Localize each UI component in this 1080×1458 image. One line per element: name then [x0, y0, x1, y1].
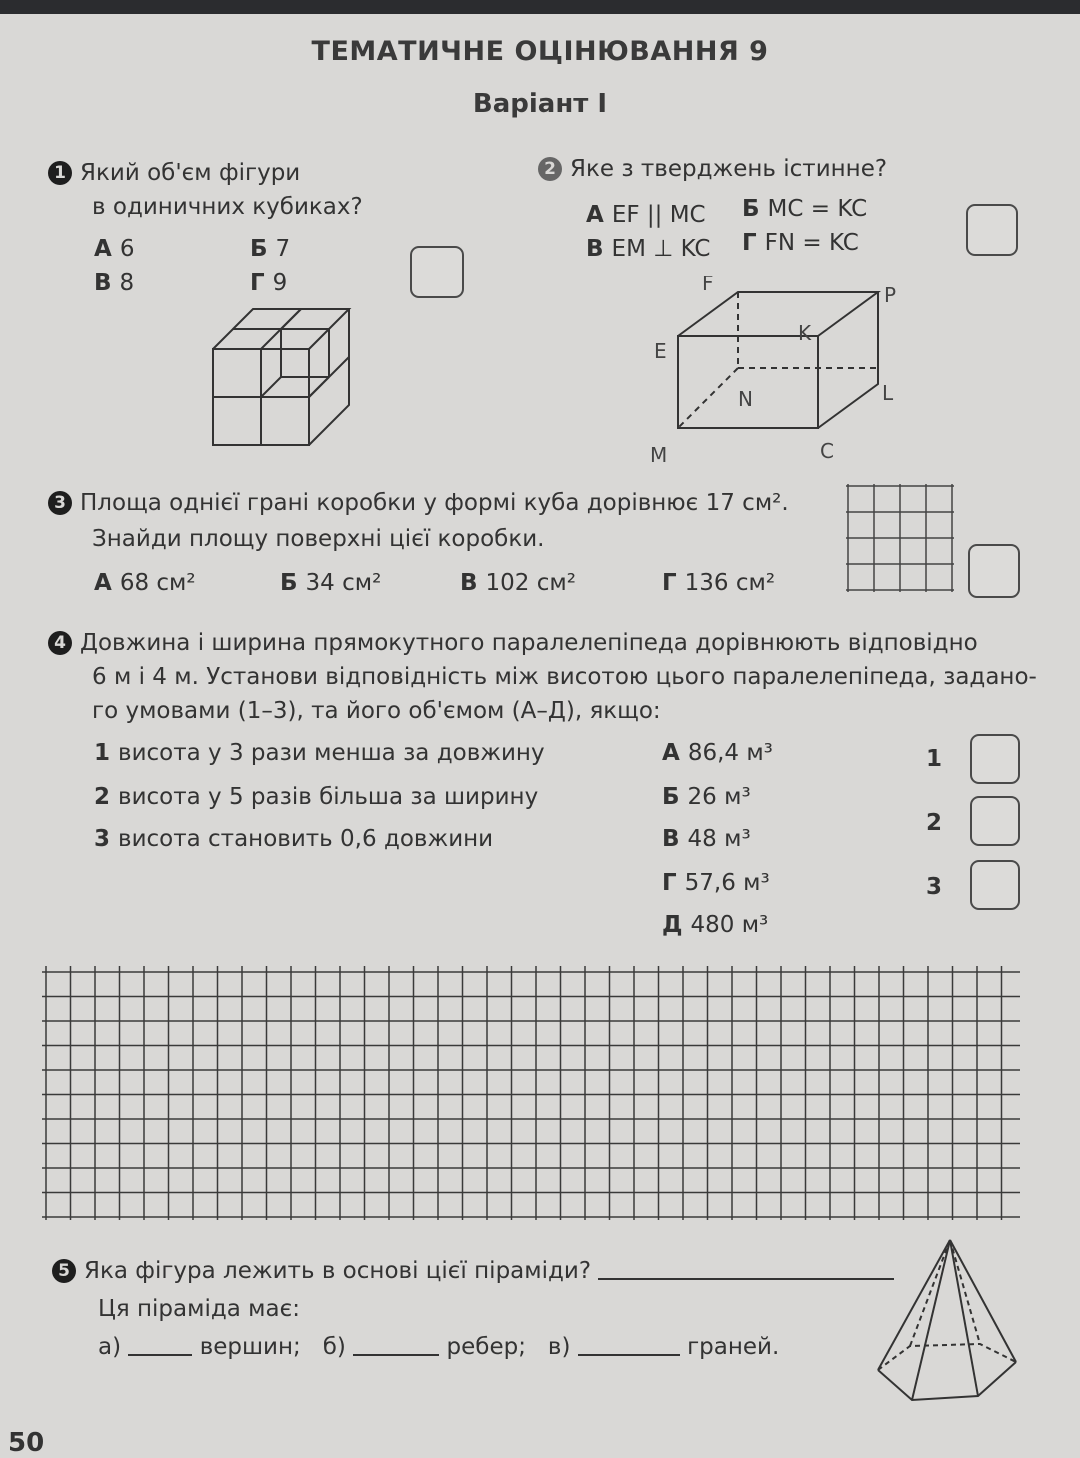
q3-line2: Знайди площу поверхні цієї коробки.: [92, 526, 545, 552]
q5-text: Яка фігура лежить в основі цієї піраміди?: [84, 1258, 592, 1284]
q1-answer-box[interactable]: [410, 246, 464, 298]
q3-option-a: А 68 см²: [94, 570, 196, 596]
q5-number: 5: [52, 1259, 76, 1283]
q4-answer-box-3[interactable]: [970, 860, 1020, 910]
q1-line2: в одиничних кубиках?: [92, 194, 363, 220]
q5-c-word: граней.: [687, 1334, 780, 1360]
variant-label: Варіант I: [472, 89, 608, 119]
q5-line3: [98, 1334, 779, 1360]
q5-a-word: вершин;: [199, 1334, 301, 1360]
q4-answer-c: В 48 м³: [662, 826, 751, 852]
q1-text: Який об'єм фігури: [80, 160, 301, 186]
vertex-c: C: [820, 439, 834, 463]
vertex-l: L: [882, 381, 894, 405]
q5-b-label: б): [322, 1334, 346, 1360]
q2-line: [538, 156, 887, 182]
q2-text: Яке з тверджень істинне?: [570, 156, 888, 182]
q3-answer-box[interactable]: [968, 544, 1020, 598]
q4-condition-1: 1 висота у 3 рази менша за довжину: [94, 740, 545, 766]
q2-option-b: Б MC = KC: [742, 196, 868, 222]
q4-line3: го умовами (1–3), та його об'ємом (А–Д), якщо:: [92, 698, 661, 724]
q3-line1: [48, 490, 789, 516]
q2-parallelepiped-figure: [640, 276, 920, 466]
vertex-n: N: [738, 387, 753, 411]
q5-a-label: а): [98, 1334, 122, 1360]
q4-slot-label-1: 1: [926, 746, 943, 772]
q1-option-d: Г 9: [250, 270, 288, 296]
q4-condition-3: 3 висота становить 0,6 довжини: [94, 826, 494, 852]
q5-vertices-blank[interactable]: [128, 1354, 192, 1356]
q4-answer-e: Д 480 м³: [662, 912, 769, 938]
vertex-e: E: [654, 339, 667, 363]
q4-number: 4: [48, 631, 72, 655]
q4-answer-a: А 86,4 м³: [662, 740, 773, 766]
q2-option-d: Г FN = KC: [742, 230, 859, 256]
q3-text: Площа однієї грані коробки у формі куба дорівнює 17 см².: [80, 490, 789, 516]
q4-answer-b: Б 26 м³: [662, 784, 751, 810]
q2-answer-box[interactable]: [966, 204, 1018, 256]
q4-answer-d: Г 57,6 м³: [662, 870, 770, 896]
q5-pyramid-figure: [872, 1234, 1032, 1404]
q1-option-a: А 6: [94, 236, 135, 262]
q4-line1: [48, 630, 978, 656]
q3-option-b: Б 34 см²: [280, 570, 382, 596]
q5-line2: Ця піраміда має:: [98, 1296, 300, 1322]
q4-condition-2: 2 висота у 5 разів більша за ширину: [94, 784, 539, 810]
q1-number: 1: [48, 161, 72, 185]
q4-answer-box-1[interactable]: [970, 734, 1020, 784]
q2-option-a: А EF || MC: [586, 202, 706, 228]
q4-slot-label-3: 3: [926, 874, 943, 900]
q5-b-word: ребер;: [446, 1334, 526, 1360]
scratch-grid[interactable]: [40, 964, 1030, 1226]
q3-number: 3: [48, 491, 72, 515]
q5-faces-blank[interactable]: [578, 1354, 680, 1356]
vertex-m: M: [650, 443, 668, 466]
q5-edges-blank[interactable]: [353, 1354, 439, 1356]
q3-option-c: В 102 см²: [460, 570, 576, 596]
q2-number: 2: [538, 157, 562, 181]
q1-line1: [48, 160, 300, 186]
vertex-f: F: [702, 276, 714, 295]
q2-option-c: В EM ⊥ KC: [586, 236, 711, 262]
q5-line1: [52, 1258, 894, 1284]
q3-option-d: Г 136 см²: [662, 570, 776, 596]
q4-text: Довжина і ширина прямокутного паралелепіпеда дорівнюють відповідно: [80, 630, 978, 656]
q5-answer-blank[interactable]: [598, 1278, 894, 1280]
vertex-p: P: [884, 283, 897, 307]
q5-c-label: в): [547, 1334, 571, 1360]
q1-option-c: В 8: [94, 270, 135, 296]
q4-slot-label-2: 2: [926, 810, 943, 836]
workbook-page: [0, 14, 1080, 1458]
page-title: ТЕМАТИЧНЕ ОЦІНЮВАННЯ 9: [311, 36, 769, 67]
q1-cubes-figure: [205, 299, 365, 454]
vertex-k: K: [798, 321, 812, 345]
q3-scratch-grid: [842, 480, 958, 596]
q4-line2: 6 м і 4 м. Установи відповідність між висотою цього паралелепіпеда, задано-: [92, 664, 1037, 690]
q1-option-b: Б 7: [250, 236, 291, 262]
page-number: 50: [8, 1428, 45, 1458]
q4-answer-box-2[interactable]: [970, 796, 1020, 846]
